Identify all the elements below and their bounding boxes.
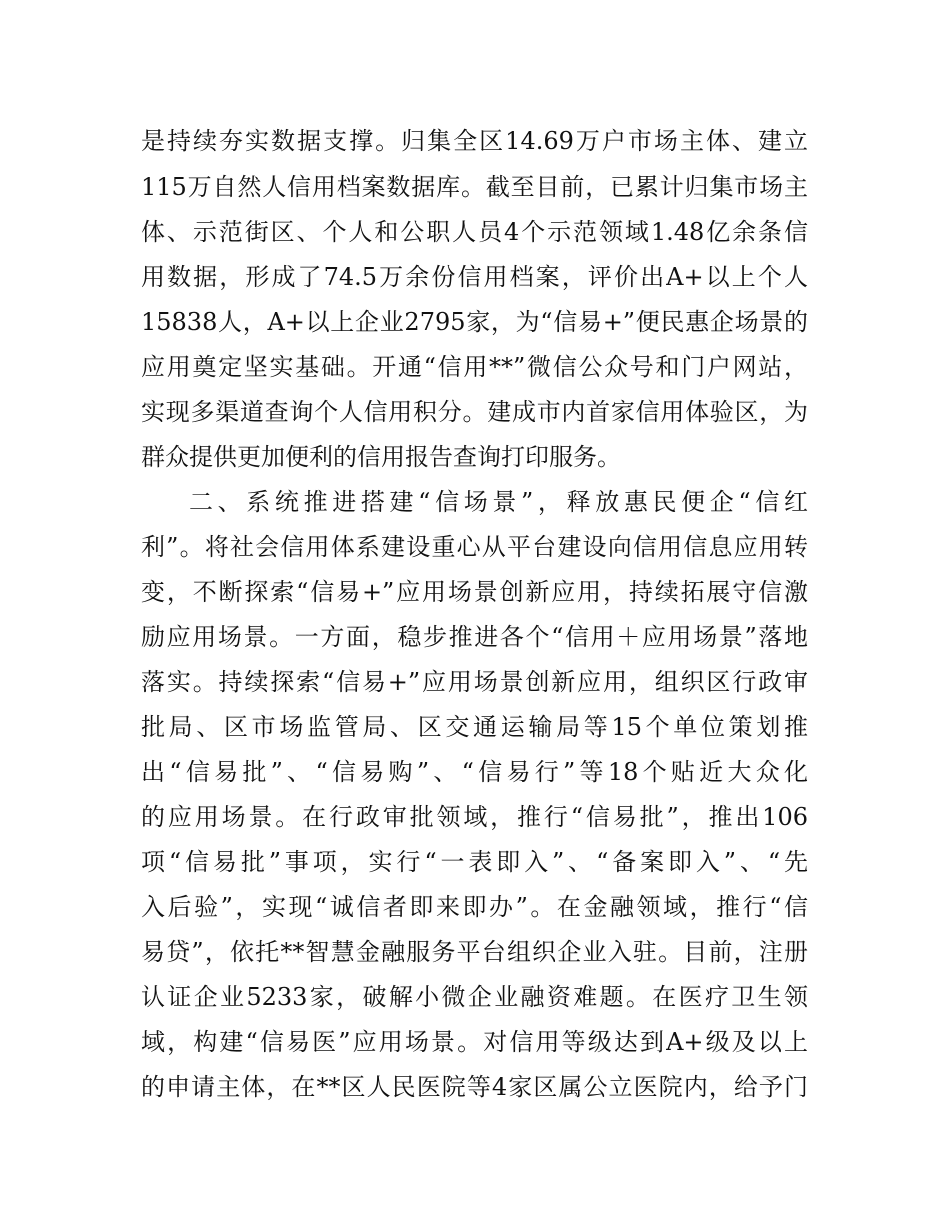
text-line: 是持续夯实数据支撑。归集全区14.69万户市场主体、建立	[141, 127, 808, 155]
text-line: 励应用场景。一方面，稳步推进各个“信用＋应用场景”落地	[141, 623, 808, 651]
text-line: 入后验”，实现“诚信者即来即办”。在金融领域，推行“信	[141, 893, 808, 921]
text-line: 项“信易批”事项，实行“一表即入”、“备案即入”、“先	[141, 848, 808, 876]
text-line: 体、示范街区、个人和公职人员4个示范领域1.48亿余条信	[141, 218, 808, 246]
text-line: 出“信易批”、“信易购”、“信易行”等18个贴近大众化	[141, 758, 808, 786]
text-line: 115万自然人信用档案数据库。截至目前，已累计归集市场主	[141, 173, 808, 201]
text-line: 群众提供更加便利的信用报告查询打印服务。	[141, 443, 621, 471]
text-line: 二、系统推进搭建“信场景”，释放惠民便企“信红	[189, 488, 808, 516]
text-line: 落实。持续探索“信易+”应用场景创新应用，组织区行政审	[141, 668, 808, 696]
text-line: 认证企业5233家，破解小微企业融资难题。在医疗卫生领	[141, 983, 808, 1011]
text-line: 实现多渠道查询个人信用积分。建成市内首家信用体验区，为	[141, 398, 808, 426]
text-line: 批局、区市场监管局、区交通运输局等15个单位策划推	[141, 713, 808, 741]
text-line: 应用奠定坚实基础。开通“信用**”微信公众号和门户网站，	[141, 353, 808, 381]
text-line: 15838人，A+以上企业2795家，为“信易+”便民惠企场景的	[141, 308, 808, 336]
text-line: 易贷”，依托**智慧金融服务平台组织企业入驻。目前，注册	[141, 938, 808, 966]
text-line: 变，不断探索“信易+”应用场景创新应用，持续拓展守信激	[141, 578, 808, 606]
text-line: 用数据，形成了74.5万余份信用档案，评价出A+以上个人	[141, 263, 808, 291]
text-line: 利”。将社会信用体系建设重心从平台建设向信用信息应用转	[141, 533, 808, 561]
text-line: 的申请主体，在**区人民医院等4家区属公立医院内，给予门	[141, 1073, 808, 1101]
text-line: 的应用场景。在行政审批领域，推行“信易批”，推出106	[141, 803, 808, 831]
text-line: 域，构建“信易医”应用场景。对信用等级达到A+级及以上	[141, 1028, 808, 1056]
